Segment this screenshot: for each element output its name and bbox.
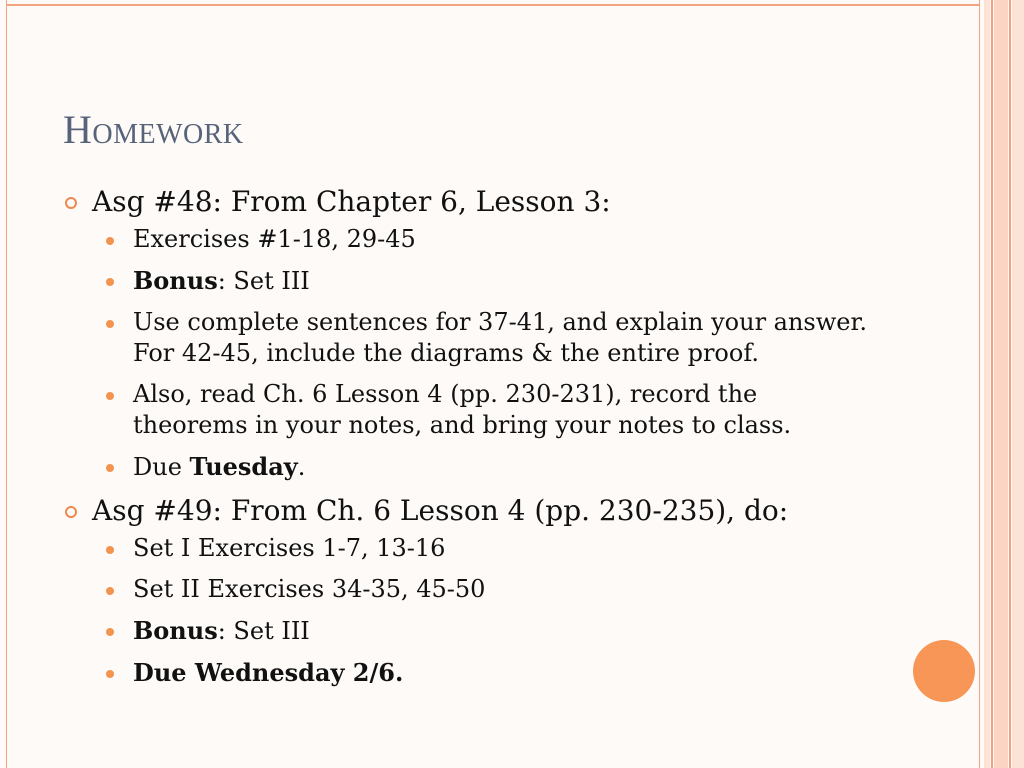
list-item [133,615,873,647]
slide-top-line [6,4,980,6]
list-item [133,451,873,483]
dot-bullet-icon [106,587,114,595]
assignment-heading [62,184,942,220]
list-item [133,224,873,255]
list-item-text: Use complete sentences for 37-41, and explain your answer. For 42-45, include the diagrams & the entire proof. [133,308,867,367]
list-item-text: Set I Exercises 1-7, 13-16 [133,534,446,562]
list-item-bold: Bonus [133,616,218,645]
list-item [133,533,873,564]
dot-bullet-icon [106,670,114,678]
dot-bullet-icon [106,464,114,472]
list-item-text: Exercises #1-18, 29-45 [133,225,416,253]
assignment-heading-text: Asg #48: From Chapter 6, Lesson 3: [92,185,611,218]
dot-bullet-icon [106,237,114,245]
assignment-detail-list [62,533,942,689]
list-item-text: : Set III [217,617,310,645]
list-item-suffix: . [297,453,306,481]
list-item-bold: Due Wednesday 2/6. [133,658,404,687]
ring-bullet-icon [65,197,77,209]
dot-bullet-icon [106,278,114,286]
list-item [133,657,873,689]
list-item-bold: Bonus [133,266,218,295]
list-item-text: Due [133,453,190,481]
decorative-stripe [984,0,990,768]
decorative-stripe [1012,0,1024,768]
assignment-detail-list [62,224,942,483]
assignment-heading [62,493,942,529]
decorative-stripe [991,0,993,768]
list-item [133,379,873,441]
decorative-stripe [1009,0,1011,768]
list-item-text: Also, read Ch. 6 Lesson 4 (pp. 230-231), record the theorems in your notes, and bring your notes to class. [133,380,792,439]
list-item [133,307,873,369]
list-item-text: : Set III [217,267,310,295]
dot-bullet-icon [106,320,114,328]
list-item [133,265,873,297]
decorative-stripe [994,0,1008,768]
dot-bullet-icon [106,546,114,554]
assignment-heading-text: Asg #49: From Ch. 6 Lesson 4 (pp. 230-235), do: [92,494,789,527]
ring-bullet-icon [65,506,77,518]
list-item-bold: Tuesday [189,452,298,481]
slide-content [62,184,942,699]
dot-bullet-icon [106,628,114,636]
slide-title: Homework [63,107,244,152]
list-item [133,574,873,605]
list-item-text: Set II Exercises 34-35, 45-50 [133,575,486,603]
dot-bullet-icon [106,392,114,400]
